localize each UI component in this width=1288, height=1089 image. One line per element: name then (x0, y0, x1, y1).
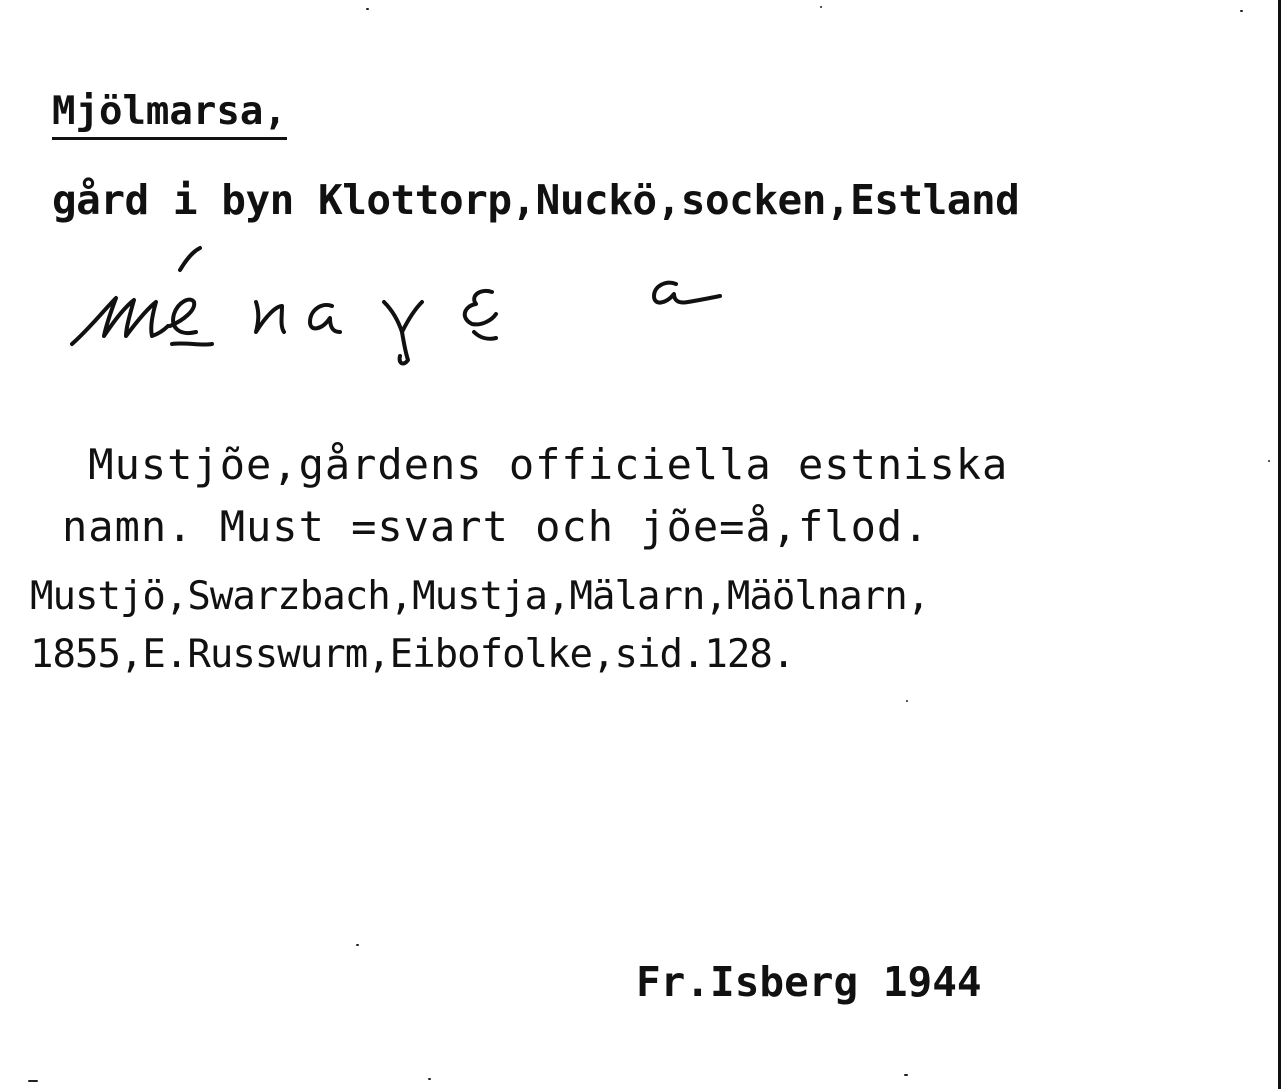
card-heading: Mjölmarsa, (52, 92, 287, 140)
estonian-name-note: Mustjõe,gårdens officiella estniska namn. Must =svart och jõe=å,flod. (62, 440, 1009, 551)
source-reference: Mustjö,Swarzbach,Mustja,Mälarn,Mäölnarn, 1855,E.Russwurm,Eibofolke,sid.128. (30, 574, 930, 677)
scan-speck (356, 944, 359, 946)
scan-speck (1268, 460, 1270, 462)
author-signature: Fr.Isberg 1944 (636, 958, 982, 1006)
scan-speck (906, 700, 908, 702)
scan-speck (904, 1074, 908, 1076)
scan-speck (428, 1078, 431, 1080)
handwritten-transcription (60, 240, 740, 380)
card-edge (1278, 0, 1281, 1089)
scan-speck (366, 8, 369, 10)
scan-speck (1240, 10, 1243, 12)
scan-speck (28, 1080, 38, 1082)
location-line: gård i byn Klottorp,Nuckö,socken,Estland (52, 176, 1020, 224)
scan-speck (820, 6, 822, 8)
